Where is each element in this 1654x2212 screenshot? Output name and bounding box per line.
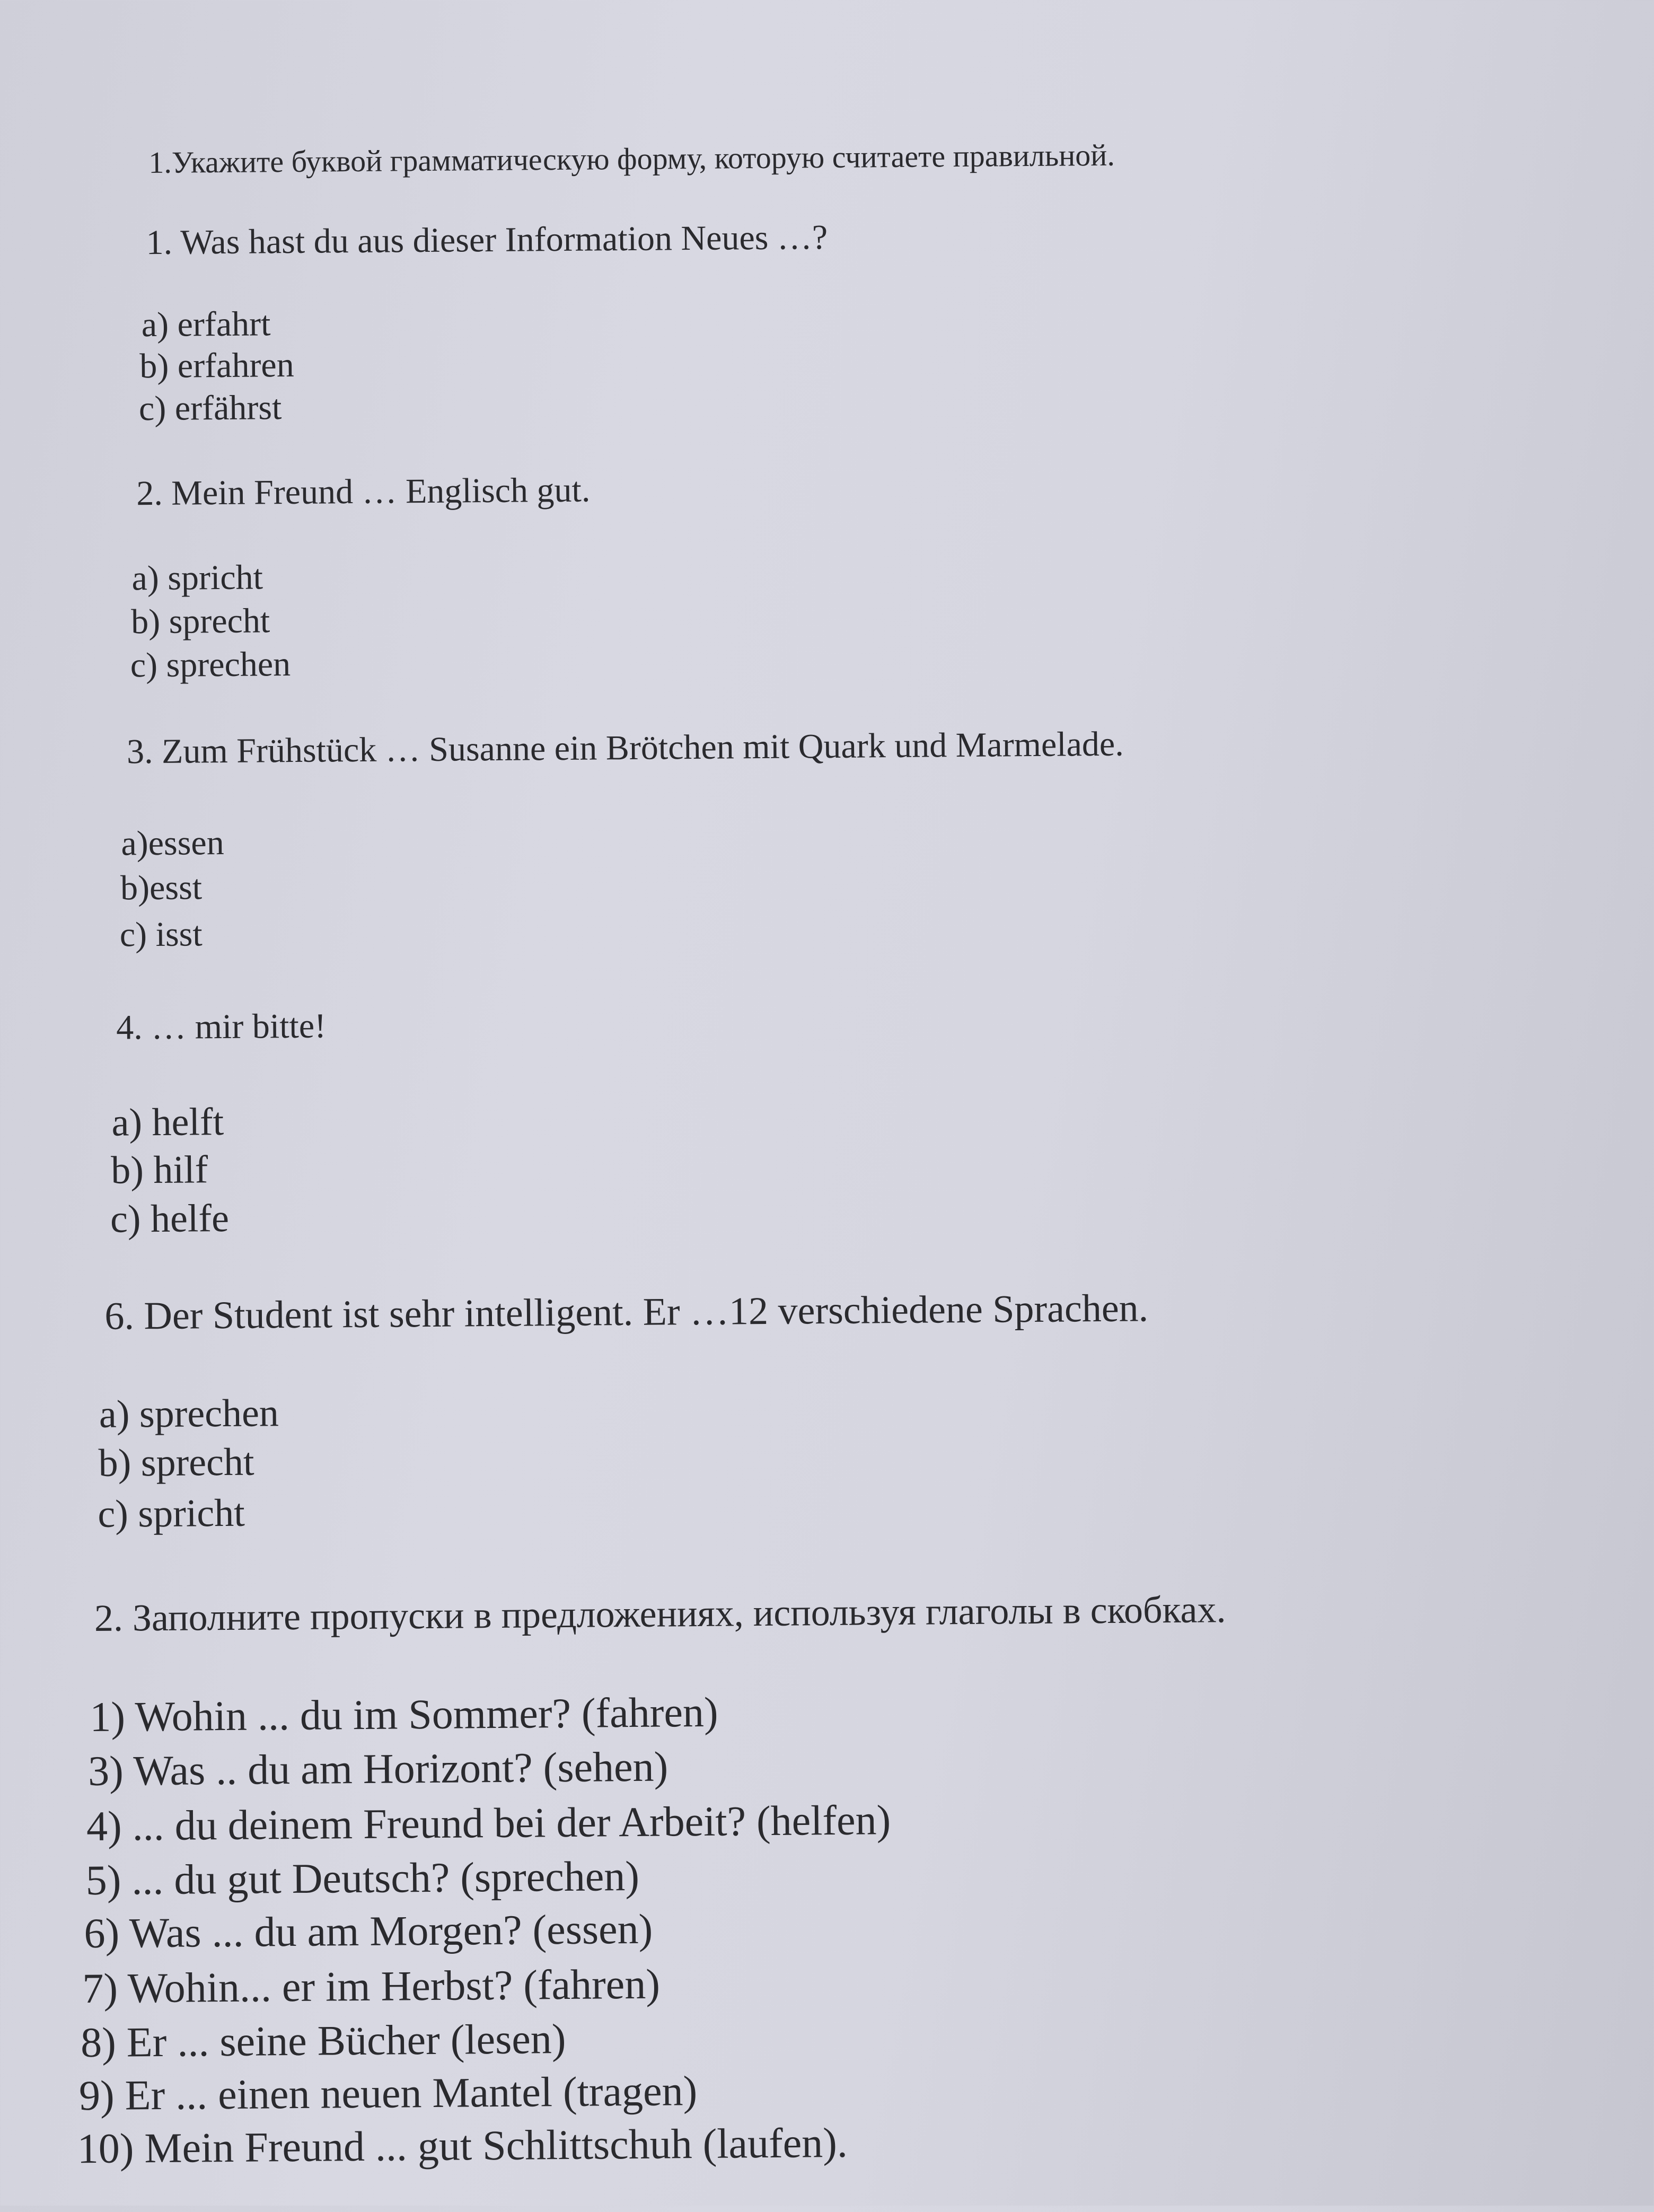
q1-option-b: b) erfahren: [139, 345, 294, 386]
q6-option-c: c) spricht: [98, 1491, 245, 1536]
question-1: 1. Was hast du aus dieser Information Neues …?: [146, 218, 828, 262]
question-3: 3. Zum Frühstück … Susanne ein Brötchen mit Quark und Marmelade.: [126, 724, 1124, 771]
question-4: 4. … mir bitte!: [116, 1006, 327, 1047]
q4-option-c: c) helfe: [110, 1196, 230, 1241]
fill-item-5: 5) ... du gut Deutsch? (sprechen): [85, 1853, 640, 1904]
fill-item-3: 3) Was .. du am Horizont? (sehen): [87, 1743, 668, 1795]
q1-option-a: a) erfahrt: [141, 304, 271, 345]
fill-item-6: 6) Was ... du am Morgen? (essen): [84, 1906, 653, 1958]
q1-option-c: c) erfährst: [138, 388, 282, 428]
question-6: 6. Der Student ist sehr intelligent. Er …12 verschiedene Sprachen.: [104, 1286, 1149, 1338]
q3-option-c: c) isst: [119, 915, 203, 954]
q4-option-b: b) hilf: [110, 1148, 208, 1192]
question-2: 2. Mein Freund … Englisch gut.: [136, 470, 591, 513]
q2-option-c: c) sprechen: [130, 644, 291, 685]
section2-instruction: 2. Заполните пропуски в предложениях, используя глаголы в скобках.: [94, 1588, 1226, 1639]
fill-item-1: 1) Wohin ... du im Sommer? (fahren): [90, 1689, 718, 1741]
fill-item-7: 7) Wohin... er im Herbst? (fahren): [82, 1961, 661, 2013]
section1-instruction: 1.Укажите буквой грамматическую форму, которую считаете правильной.: [148, 137, 1115, 180]
q6-option-a: a) sprechen: [99, 1391, 279, 1436]
fill-item-4: 4) ... du deinem Freund bei der Arbeit? (helfen): [86, 1797, 891, 1850]
fill-item-9: 9) Er ... einen neuen Mantel (tragen): [78, 2068, 698, 2120]
q2-option-a: a) spricht: [131, 558, 263, 598]
q2-option-b: b) sprecht: [130, 601, 270, 642]
q3-option-a: a)essen: [121, 823, 224, 863]
q6-option-b: b) sprecht: [98, 1440, 254, 1485]
q4-option-a: a) helft: [111, 1100, 224, 1145]
fill-item-8: 8) Er ... seine Bücher (lesen): [80, 2015, 566, 2067]
q3-option-b: b)esst: [120, 868, 203, 908]
fill-item-10: 10) Mein Freund ... gut Schlittschuh (laufen).: [77, 2119, 848, 2173]
